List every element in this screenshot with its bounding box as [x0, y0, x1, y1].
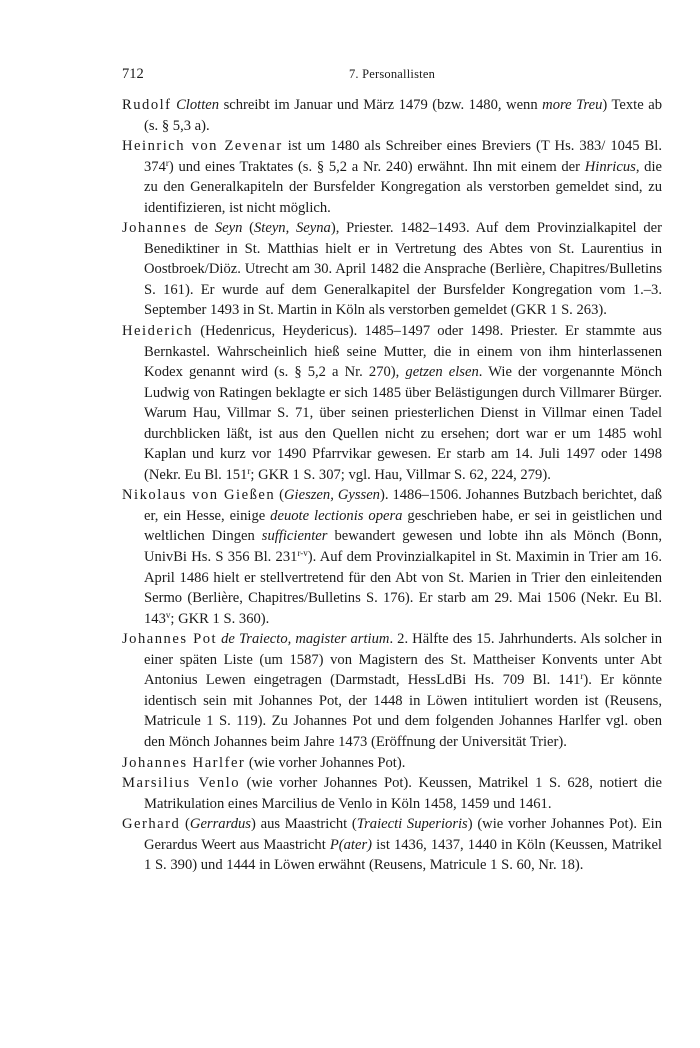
entry-name: Gerhard	[122, 816, 181, 833]
entry-rudolf: Rudolf Clotten schreibt im Januar und März 1479 (bzw. 1480, wenn more Treu) Texte ab (s. § 5,3 a).	[122, 97, 662, 134]
entry-johannes-pot: Johannes Pot de Traiecto, magister artium. 2. Hälfte des 15. Jahrhunderts. Als solcher in einer späten Liste (um 1587) von Magistern des St. Mattheiser Konvents unter Abt Antonius Lewen eingetragen (Darmstadt, HessLdBi Hs. 709 Bl. 141$^r$). Er könnte identisch sein mit Johannes Pot, der 1448 in Löwen intituliert worden ist (Reusens, Matricule 1 S. 119). Zu Johannes Pot und dem folgenden Johannes Harlfer vgl. oben den Mönch Johannes beim Jahre 1473 (Eröffnung der Universität Trier).	[122, 631, 662, 750]
entry-name: Marsilius Venlo	[122, 775, 241, 792]
page-number: 712	[122, 66, 144, 82]
personnel-list	[122, 95, 662, 876]
entry-marsilius-venlo: Marsilius Venlo (wie vorher Johannes Pot). Keussen, Matrikel 1 S. 628, notiert die Matrikulation eines Marcilius de Venlo in Köln 1458, 1459 und 1461.	[122, 775, 663, 812]
entry-johannes-de-seyn: Johannes de Seyn (Steyn, Seyna), Priester. 1482–1493. Auf dem Provinzialkapitel der Benediktiner in St. Matthias hielt er in Vertretung des Abtes von St. Laurentius in Oostbroek/Diöz. Utrecht am 30. April 1482 die Ansprache (Berlière, Chapitres/Bulletins S. 161). Er wurde auf dem Generalkapitel der Bursfelder Kongregation vom 1.–3. September 1493 in St. Martin in Köln als verstorben gemeldet (GKR 1 S. 263).	[122, 220, 662, 319]
entry-gerhard: Gerhard (Gerrardus) aus Maastricht (Traiecti Superioris) (wie vorher Johannes Pot). Ein Gerardus Weert aus Maastricht P(ater) ist 1436, 1437, 1440 in Köln (Keussen, Matrikel 1 S. 390) und 1444 in Löwen erwähnt (Reusens, Matricule 1 S. 60, Nr. 18).	[122, 816, 662, 874]
entry-name: Rudolf	[122, 97, 172, 113]
entry-name: Nikolaus von Gießen	[122, 487, 276, 504]
entry-heinrich-von-zevenar: Heinrich von Zevenar ist um 1480 als Schreiber eines Breviers (T Hs. 383/ 1045 Bl. 374$^r$) und eines Traktates (s. § 5,2 a Nr. 240) erwähnt. Ihn mit einem der Hinricus, die zu den Generalkapiteln der Bursfelder Kongregation als verstorben gemeldet sind, zu identifizieren, ist nicht möglich.	[122, 138, 662, 216]
entry-name: Johannes Pot	[122, 631, 218, 648]
entry-heiderich: Heiderich (Hedenricus, Heydericus). 1485–1497 oder 1498. Priester. Er stammte aus Bernkastel. Wahrscheinlich hieß seine Mutter, die in einem von ihm hinterlassenen Kodex genannt wird (s. § 5,2 a Nr. 270), getzen elsen. Wie der vorgenannte Mönch Ludwig von Ratingen beklagte er sich 1485 über Belästigungen durch Villmarer Bürger. Warum Hau, Villmar S. 71, über seinen priesterlichen Dienst in Villmar einen Tadel durchblicken läßt, ist aus den Quellen nicht zu ersehen; dort war er um 1485 wohl Kaplan und kurz vor 1490 Pfarrvikar gewesen. Er starb am 14. Juli 1497 oder 1498 (Nekr. Eu Bl. 151$^r$; GKR 1 S. 307; vgl. Hau, Villmar S. 62, 224, 279).	[122, 323, 663, 483]
entry-johannes-harlfer: Johannes Harlfer (wie vorher Johannes Pot).	[122, 754, 406, 771]
entry-name: Heinrich von Zevenar	[122, 138, 283, 155]
page-header	[122, 66, 662, 86]
entry-name: Johannes Harlfer	[122, 754, 246, 771]
entry-name: Johannes	[122, 220, 188, 237]
entry-name: Heiderich	[122, 323, 194, 340]
entry-nikolaus-von-giessen: Nikolaus von Gießen (Gieszen, Gyssen). 1486–1506. Johannes Butzbach berichtet, daß er, ein Hesse, einige deuote lectionis opera geschrieben habe, er sei in geistlichen und weltlichen Dingen sufficienter bewandert gewesen und lobte ihn als Mönch (Bonn, UnivBi Hs. S 356 Bl. 231$^{r-v}$). Auf dem Provinzialkapitel in St. Maximin in Trier am 16. April 1486 hielt er stellvertretend für den Abt von St. Marien in Trier den einleitenden Sermo (Berlière, Chapitres/Bulletins S. 176). Er starb am 29. Mai 1506 (Nekr. Eu Bl. 143$^v$; GKR 1 S. 360).	[122, 487, 663, 627]
running-title: 7. Personallisten	[348, 67, 436, 81]
